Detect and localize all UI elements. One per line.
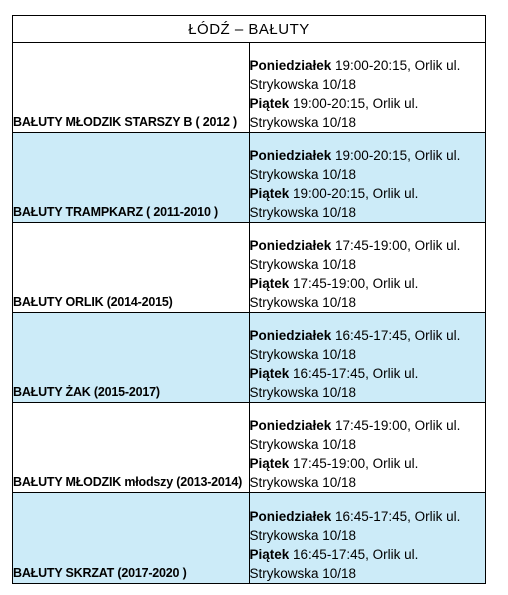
day-label: Poniedziałek [249,148,332,163]
group-name: BAŁUTY ŻAK (2015-2017) [13,313,250,403]
day-label: Poniedziałek [249,238,332,253]
day-label: Piątek [249,456,290,471]
day-label: Piątek [249,547,290,562]
schedule-cell [249,403,486,493]
time-location: 19:00-20:15, Orlik ul. Strykowska 10/18 [249,58,461,92]
time-location: 17:45-19:00, Orlik ul. Strykowska 10/18 [249,276,419,310]
time-location: 16:45-17:45, Orlik ul. Strykowska 10/18 [249,366,419,400]
time-location: 17:45-19:00, Orlik ul. Strykowska 10/18 [249,456,419,490]
table-row [13,133,486,223]
table-row [13,313,486,403]
day-label: Piątek [249,96,290,111]
time-location: 17:45-19:00, Orlik ul. Strykowska 10/18 [249,418,461,452]
schedule-cell [249,43,486,133]
table-title: ŁÓDŹ – BAŁUTY [13,16,486,43]
day-label: Poniedziałek [249,418,332,433]
time-location: 19:00-20:15, Orlik ul. Strykowska 10/18 [249,186,419,220]
time-location: 16:45-17:45, Orlik ul. Strykowska 10/18 [249,509,461,543]
day-label: Piątek [249,366,290,381]
table-row [13,223,486,313]
table-header-row [13,16,486,43]
day-label: Piątek [249,276,290,291]
time-location: 17:45-19:00, Orlik ul. Strykowska 10/18 [249,238,461,272]
group-name: BAŁUTY TRAMPKARZ ( 2011-2010 ) [13,133,250,223]
group-name: BAŁUTY MŁODZIK młodszy (2013-2014) [13,403,250,493]
table-row [13,43,486,133]
table-row [13,403,486,493]
schedule-table [12,15,486,584]
table-row [13,493,486,584]
group-name: BAŁUTY MŁODZIK STARSZY B ( 2012 ) [13,43,250,133]
day-label: Poniedziałek [249,58,332,73]
day-label: Piątek [249,186,290,201]
group-name: BAŁUTY SKRZAT (2017-2020 ) [13,493,250,584]
time-location: 16:45-17:45, Orlik ul. Strykowska 10/18 [249,328,461,362]
schedule-cell [249,133,486,223]
schedule-cell [249,223,486,313]
time-location: 16:45-17:45, Orlik ul. Strykowska 10/18 [249,547,419,581]
group-name: BAŁUTY ORLIK (2014-2015) [13,223,250,313]
day-label: Poniedziałek [249,328,332,343]
time-location: 19:00-20:15, Orlik ul. Strykowska 10/18 [249,148,461,182]
schedule-cell [249,493,486,584]
day-label: Poniedziałek [249,509,332,524]
time-location: 19:00-20:15, Orlik ul. Strykowska 10/18 [249,96,419,130]
schedule-cell [249,313,486,403]
